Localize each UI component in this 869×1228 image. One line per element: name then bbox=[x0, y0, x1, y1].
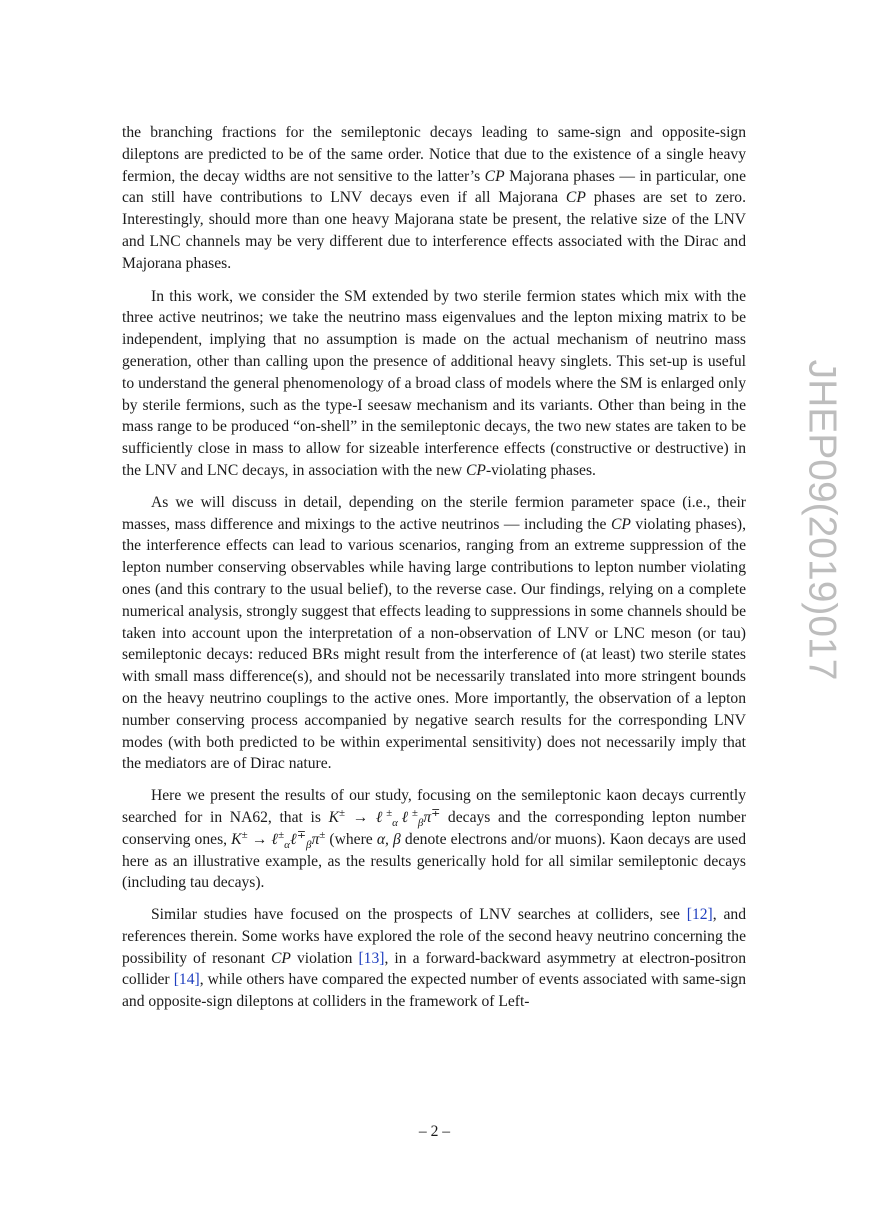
cp-symbol: CP bbox=[610, 515, 631, 533]
journal-watermark bbox=[770, 300, 869, 740]
watermark-svg bbox=[770, 300, 869, 740]
paragraph-2 bbox=[122, 286, 746, 482]
paragraph-5 bbox=[122, 904, 746, 1013]
paragraph-3 bbox=[122, 492, 746, 775]
p4-text: Here we present the results of our study, focusing on the semileptonic kaon decays currently searched for in NA62, that is bbox=[122, 787, 746, 826]
p5-text-4: , in a forward-backward asymmetry at electron-positron collider bbox=[122, 949, 746, 989]
citation-link[interactable]: [13] bbox=[358, 949, 385, 967]
cp-symbol: CP bbox=[484, 167, 505, 185]
p1-text-3: phases are set to zero. Interestingly, should more than one heavy Majorana state be present, the relative size of the LNV and LNC channels may be very different due to interference effects associated with the Dirac and Majorana phases. bbox=[122, 189, 746, 272]
page-number: – 2 – bbox=[418, 1123, 451, 1140]
p3-text-2: violating phases), the interference effects can lead to various scenarios, ranging from an extreme suppression of the lepton number conserving observables while having large contributions to lepton number violating ones (and this contrary to the usual belief), to the reverse case. Our findings, relying on a complete numerical analysis, strongly suggest that effects leading to suppressions in some channels should be taken into account upon the interpretation of a non-observation of LNV or LNC meson (or tau) semileptonic decays: reduced BRs might result from the interference of (at least) two sterile states with small mass difference(s), and should not be necessarily translated into more stringent bounds on the heavy neutrino couplings to the active ones. More importantly, the observation of a lepton number conserving process accompanied by negative search results for the corresponding LNV modes (with both predicted to be within experimental sensitivity) does not necessarily imply that the mediators are of Dirac nature. bbox=[122, 515, 746, 773]
paragraph-4 bbox=[122, 785, 746, 894]
p4-text-4: denote electrons and/or muons). Kaon decays are used here as an illustrative example, as the results generically hold for all similar semileptonic decays (including tau decays). bbox=[122, 830, 747, 892]
paragraph-1 bbox=[122, 122, 746, 275]
p5-text-5: , while others have compared the expected number of events associated with same-sign and opposite-sign dileptons at colliders in the framework of Left- bbox=[122, 971, 747, 1011]
watermark-text: JHEP09(2019)017 bbox=[800, 359, 844, 681]
p5-text-3: violation bbox=[290, 949, 359, 967]
p1-text-2: Majorana phases — in particular, one can still have contributions to LNV decays even if all Majorana bbox=[122, 167, 746, 207]
cp-symbol: CP bbox=[565, 189, 586, 207]
p5-text-2: , and references therein. Some works have explored the role of the second heavy neutrino concerning the possibility of resonant bbox=[122, 906, 746, 967]
lnv-decay-formula: K± → ℓ±$_\alpha$ℓ±$_\beta$π∓ bbox=[328, 806, 441, 830]
p5-text: Similar studies have focused on the prospects of LNV searches at colliders, see bbox=[151, 906, 687, 924]
p2-text-2: -violating phases. bbox=[485, 461, 596, 479]
citation-link[interactable]: [14] bbox=[173, 971, 200, 989]
cp-symbol: CP bbox=[466, 461, 486, 479]
page-body bbox=[122, 122, 746, 1023]
p4-text-3: (where bbox=[325, 830, 377, 848]
lnc-decay-formula: K± → ℓ±$_\alpha$ℓ∓$_\beta$π± bbox=[231, 828, 326, 851]
cp-symbol: CP bbox=[270, 949, 291, 967]
alpha-beta-symbols: α, β bbox=[376, 830, 401, 848]
citation-link[interactable]: [12] bbox=[686, 906, 713, 924]
p2-text: In this work, we consider the SM extended by two sterile fermion states which mix with the three active neutrinos; we take the neutrino mass eigenvalues and the lepton mixing matrix to be independent, implying that no assumption is made on the actual mechanism of neutrino mass generation, other than calling upon the presence of additional heavy singlets. This set-up is useful to understand the general phenomenology of a broad class of models where the SM is enlarged only by sterile fermions, such as the type-I seesaw mechanism and its variants. Other than being in the mass range to be produced “on-shell” in the semileptonic decays, the two new states are taken to be sufficiently close in mass to allow for sizeable interference effects (constructive or destructive) in the LNV and LNC decays, in association with the new bbox=[122, 287, 746, 479]
p1-text: the branching fractions for the semileptonic decays leading to same-sign and opposite-sign dileptons are predicted to be of the same order. Notice that due to the existence of a single heavy fermion, the decay widths are not sensitive to the latter’s bbox=[122, 124, 746, 185]
p4-text-2: decays and the corresponding lepton number conserving ones, bbox=[122, 808, 747, 848]
p3-text: As we will discuss in detail, depending on the sterile fermion parameter space (i.e., their masses, mass difference and mixings to the active neutrinos — including the bbox=[122, 493, 746, 533]
